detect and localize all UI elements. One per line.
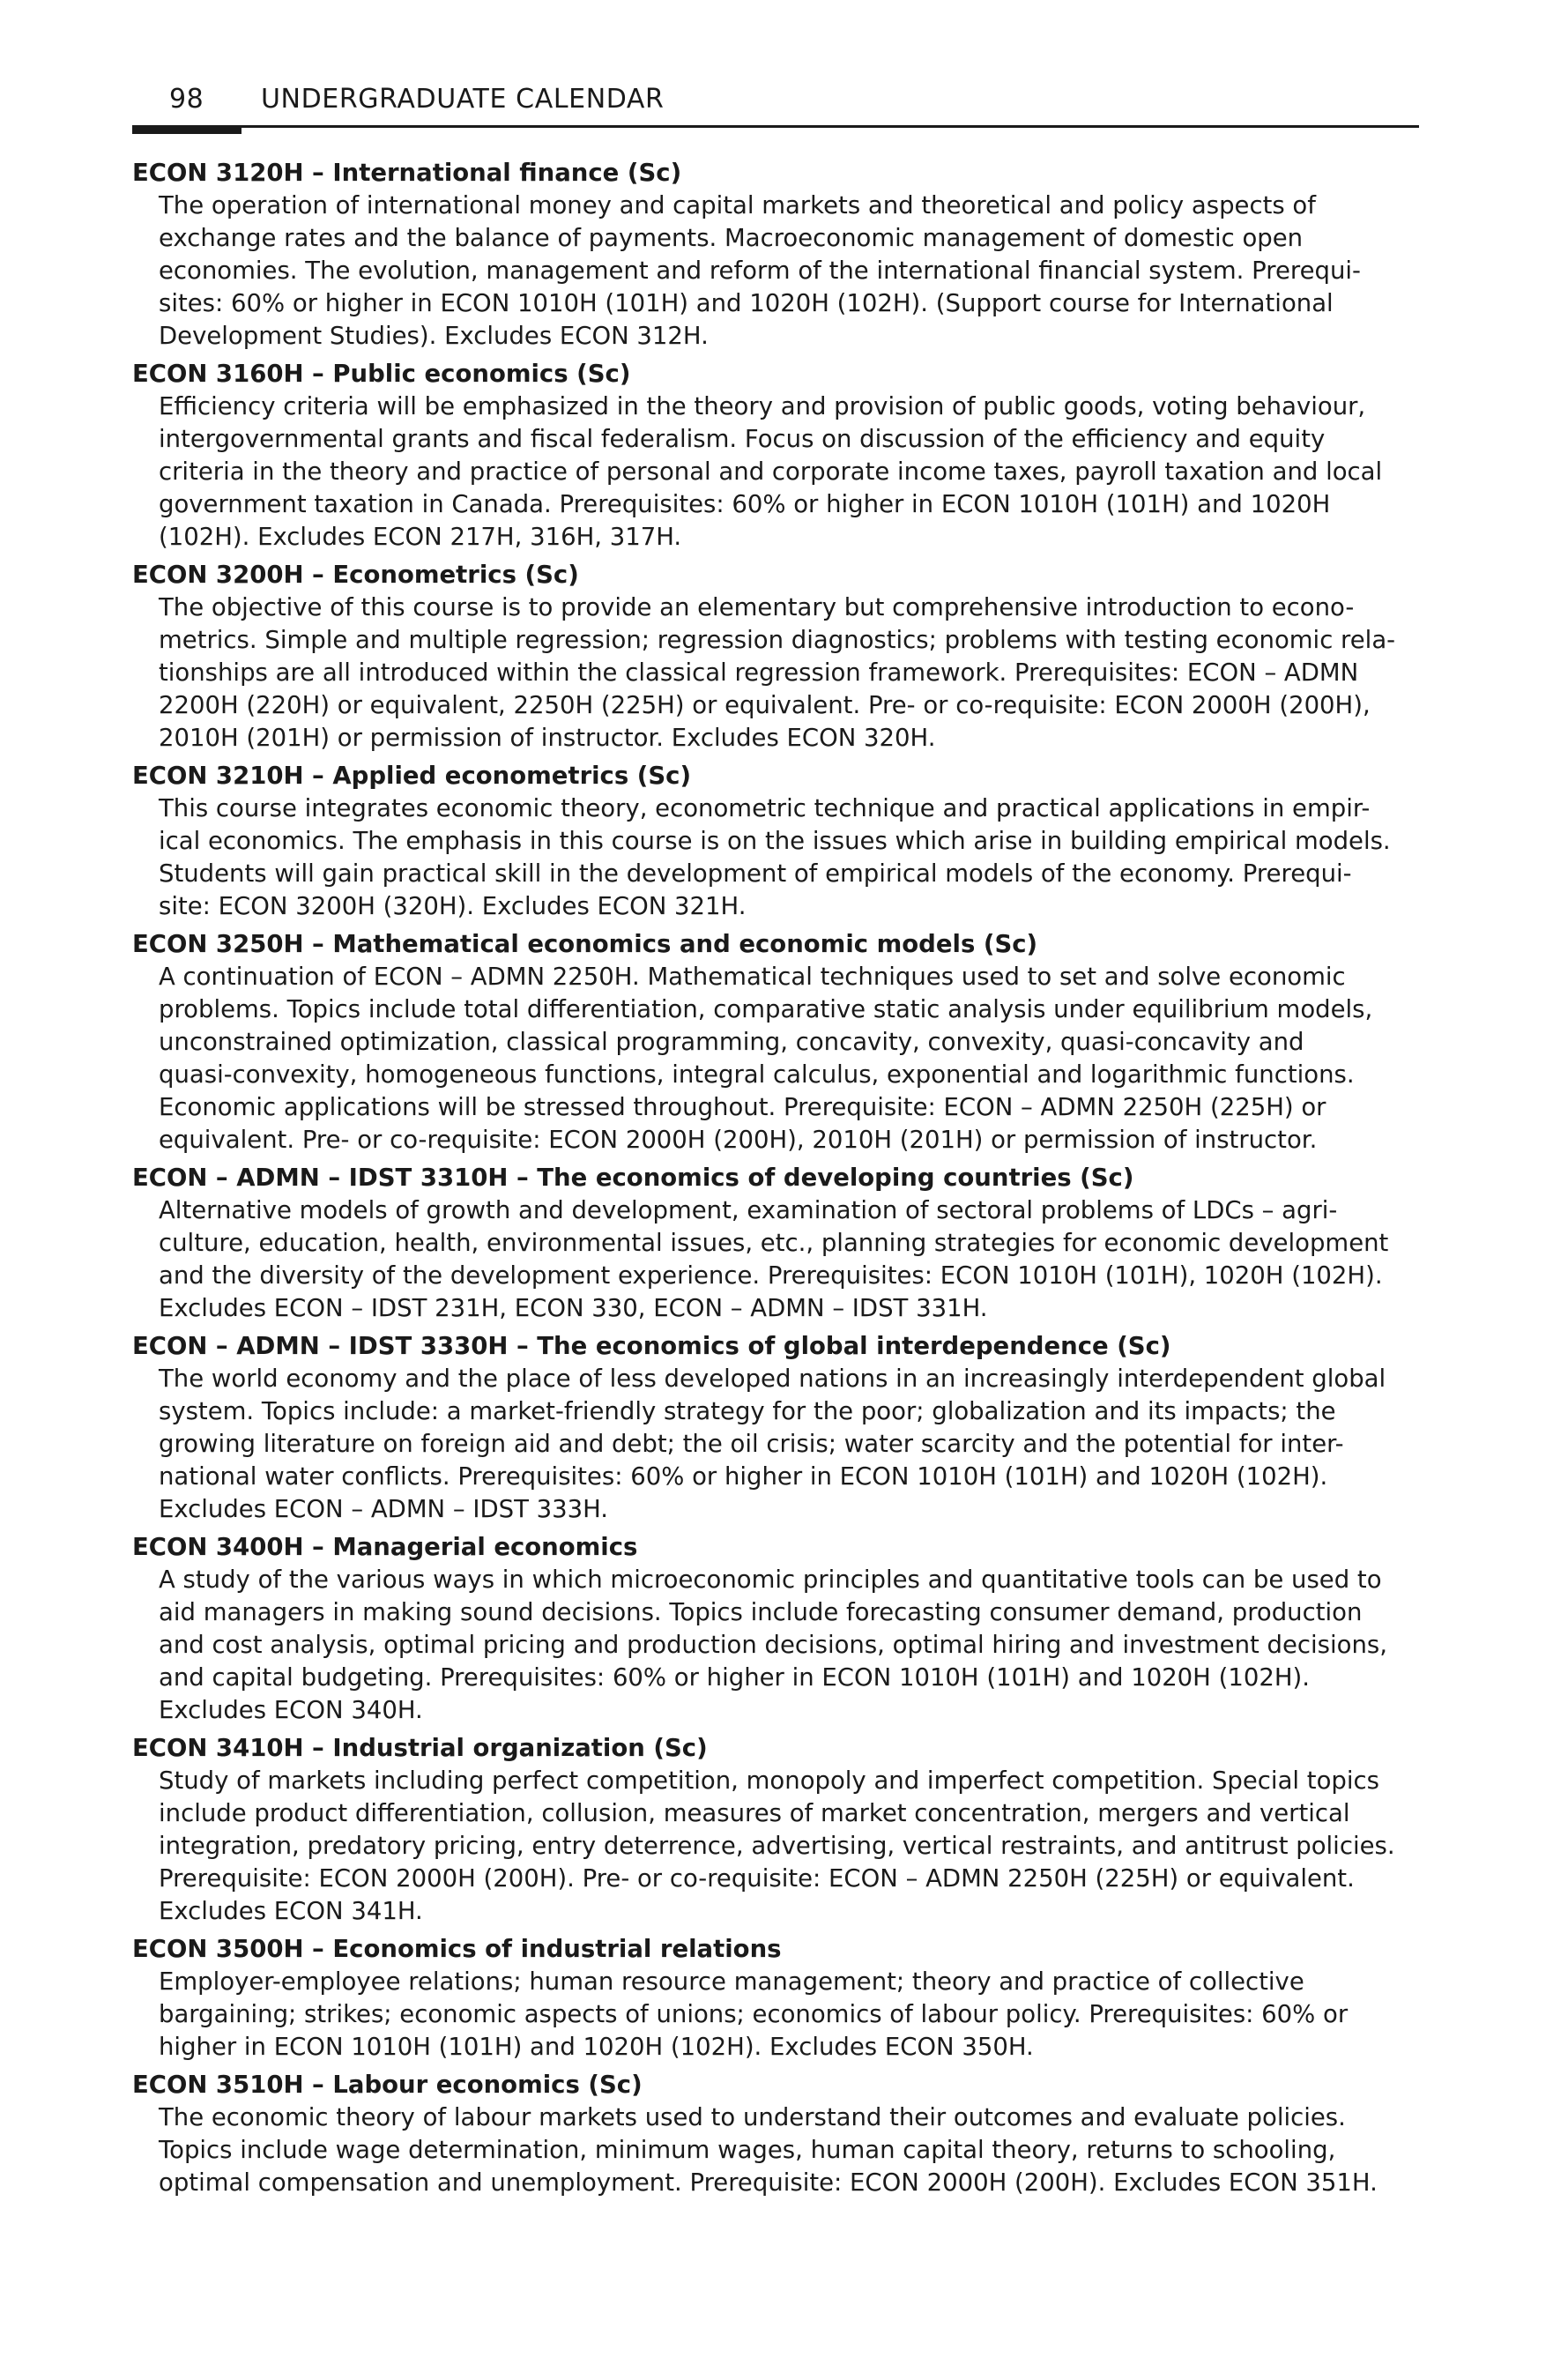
header-tab-bar <box>132 125 241 134</box>
page-header <box>132 81 1419 134</box>
header-rule <box>132 125 1419 128</box>
page-number: 98 <box>169 84 204 115</box>
course-title: ECON 3510H – Labour economics (Sc) <box>132 2071 643 2099</box>
course-description-line: culture, education, health, environmental issues, etc., planning strategies for economic development <box>159 1229 1389 1257</box>
course-description-line: The economic theory of labour markets used to understand their outcomes and evaluate policies. <box>159 2103 1346 2131</box>
course-description-line: This course integrates economic theory, econometric technique and practical applications in empir- <box>159 794 1371 822</box>
course-title: ECON 3200H – Econometrics (Sc) <box>132 561 579 589</box>
course-description-line: Alternative models of growth and development, examination of sectoral problems of LDCs – agri- <box>159 1196 1338 1224</box>
course-description-line: metrics. Simple and multiple regression; regression diagnostics; problems with testing economic rela- <box>159 626 1396 654</box>
course-entry <box>132 2069 1421 2199</box>
course-description-line: (102H). Excludes ECON 217H, 316H, 317H. <box>159 523 682 551</box>
course-description <box>132 1363 1421 1526</box>
course-description-line: 2200H (220H) or equivalent, 2250H (225H) or equivalent. Pre- or co-requisite: ECON 2000H (200H), <box>159 691 1371 719</box>
course-description-line: The objective of this course is to provide an elementary but comprehensive introduction to econo- <box>159 593 1355 621</box>
course-description <box>132 792 1421 923</box>
course-description-line: Excludes ECON – IDST 231H, ECON 330, ECON – ADMN – IDST 331H. <box>159 1294 988 1322</box>
course-entry <box>132 1531 1421 1727</box>
course-description <box>132 591 1421 755</box>
course-description-line: tionships are all introduced within the classical regression framework. Prerequisites: ECON – ADMN <box>159 658 1359 687</box>
course-entry <box>132 1933 1421 2064</box>
course-description <box>132 190 1421 353</box>
course-description-line: bargaining; strikes; economic aspects of unions; economics of labour policy. Prerequisites: 60% or <box>159 2000 1349 2028</box>
course-description-line: and capital budgeting. Prerequisites: 60% or higher in ECON 1010H (101H) and 1020H (102H). <box>159 1663 1310 1692</box>
course-description <box>132 2101 1421 2199</box>
course-description-line: A study of the various ways in which microeconomic principles and quantitative tools can be used to <box>159 1566 1382 1594</box>
course-description-line: economies. The evolution, management and reform of the international financial system. Prerequi- <box>159 257 1361 285</box>
course-description-line: Excludes ECON 340H. <box>159 1696 423 1724</box>
running-title: UNDERGRADUATE CALENDAR <box>261 84 665 115</box>
course-description <box>132 1194 1421 1325</box>
course-description-line: government taxation in Canada. Prerequisites: 60% or higher in ECON 1010H (101H) and 1020H <box>159 490 1331 518</box>
course-description <box>132 390 1421 554</box>
course-description-line: exchange rates and the balance of payments. Macroeconomic management of domestic open <box>159 224 1304 252</box>
course-title: ECON 3500H – Economics of industrial relations <box>132 1935 782 1963</box>
course-description-line: sites: 60% or higher in ECON 1010H (101H) and 1020H (102H). (Support course for International <box>159 289 1334 317</box>
course-description-line: A continuation of ECON – ADMN 2250H. Mathematical techniques used to set and solve economic <box>159 963 1346 991</box>
course-description-line: Excludes ECON 341H. <box>159 1897 423 1925</box>
course-title: ECON 3210H – Applied econometrics (Sc) <box>132 762 692 790</box>
course-description <box>132 1765 1421 1928</box>
course-description-line: equivalent. Pre- or co-requisite: ECON 2000H (200H), 2010H (201H) or permission of instructor. <box>159 1126 1318 1154</box>
course-description-line: Development Studies). Excludes ECON 312H. <box>159 322 709 350</box>
course-title: ECON – ADMN – IDST 3330H – The economics of global interdependence (Sc) <box>132 1332 1171 1360</box>
course-description-line: optimal compensation and unemployment. Prerequisite: ECON 2000H (200H). Excludes ECON 351H. <box>159 2168 1378 2197</box>
course-description-line: Topics include wage determination, minimum wages, human capital theory, returns to schooling, <box>159 2136 1336 2164</box>
course-description-line: Prerequisite: ECON 2000H (200H). Pre- or co-requisite: ECON – ADMN 2250H (225H) or equivalent. <box>159 1864 1355 1893</box>
course-description-line: system. Topics include: a market-friendly strategy for the poor; globalization and its impacts; the <box>159 1397 1336 1425</box>
course-description-line: Efficiency criteria will be emphasized in the theory and provision of public goods, voting behaviour, <box>159 392 1366 420</box>
course-description-line: Economic applications will be stressed throughout. Prerequisite: ECON – ADMN 2250H (225H) or <box>159 1093 1326 1121</box>
course-entry <box>132 1330 1421 1526</box>
course-description-line: growing literature on foreign aid and debt; the oil crisis; water scarcity and the potential for inter- <box>159 1430 1344 1458</box>
course-description-line: site: ECON 3200H (320H). Excludes ECON 321H. <box>159 892 747 920</box>
course-entry <box>132 358 1421 554</box>
course-description-line: intergovernmental grants and fiscal federalism. Focus on discussion of the efficiency and equity <box>159 425 1326 453</box>
course-description-line: aid managers in making sound decisions. Topics include forecasting consumer demand, production <box>159 1598 1363 1626</box>
course-description-line: Excludes ECON – ADMN – IDST 333H. <box>159 1495 609 1523</box>
course-title: ECON 3400H – Managerial economics <box>132 1533 638 1561</box>
course-title: ECON – ADMN – IDST 3310H – The economics of developing countries (Sc) <box>132 1164 1134 1192</box>
course-description-line: quasi-convexity, homogeneous functions, integral calculus, exponential and logarithmic functions. <box>159 1060 1355 1089</box>
course-description-line: and the diversity of the development experience. Prerequisites: ECON 1010H (101H), 1020H (102H). <box>159 1261 1383 1290</box>
course-description-line: 2010H (201H) or permission of instructor. Excludes ECON 320H. <box>159 724 936 752</box>
course-entry <box>132 760 1421 923</box>
course-description-line: The world economy and the place of less developed nations in an increasingly interdependent global <box>159 1365 1386 1393</box>
course-title: ECON 3120H – International finance (Sc) <box>132 159 682 187</box>
course-description-line: integration, predatory pricing, entry deterrence, advertising, vertical restraints, and antitrust policies. <box>159 1832 1395 1860</box>
course-description-line: ical economics. The emphasis in this course is on the issues which arise in building empirical models. <box>159 827 1391 855</box>
course-entry <box>132 928 1421 1157</box>
course-description-line: higher in ECON 1010H (101H) and 1020H (102H). Excludes ECON 350H. <box>159 2033 1034 2061</box>
course-description-line: national water conflicts. Prerequisites: 60% or higher in ECON 1010H (101H) and 1020H (102H). <box>159 1462 1328 1491</box>
course-entry <box>132 157 1421 353</box>
course-description-line: Study of markets including perfect competition, monopoly and imperfect competition. Special topics <box>159 1766 1379 1795</box>
course-title: ECON 3160H – Public economics (Sc) <box>132 360 631 388</box>
course-description-line: Employer-employee relations; human resource management; theory and practice of collective <box>159 1967 1304 1996</box>
course-description <box>132 1564 1421 1727</box>
course-description <box>132 1966 1421 2064</box>
course-title: ECON 3410H – Industrial organization (Sc) <box>132 1734 708 1762</box>
course-list <box>132 157 1421 2205</box>
course-description-line: include product differentiation, collusion, measures of market concentration, mergers and vertical <box>159 1799 1350 1827</box>
course-entry <box>132 1732 1421 1928</box>
course-entry <box>132 559 1421 755</box>
course-description-line: and cost analysis, optimal pricing and production decisions, optimal hiring and investment decisions, <box>159 1631 1387 1659</box>
course-description-line: unconstrained optimization, classical programming, concavity, convexity, quasi-concavity and <box>159 1028 1304 1056</box>
course-description-line: problems. Topics include total differentiation, comparative static analysis under equilibrium models, <box>159 995 1373 1023</box>
course-title: ECON 3250H – Mathematical economics and economic models (Sc) <box>132 930 1038 958</box>
course-description <box>132 961 1421 1157</box>
course-entry <box>132 1162 1421 1325</box>
course-description-line: criteria in the theory and practice of personal and corporate income taxes, payroll taxation and local <box>159 457 1383 486</box>
course-description-line: Students will gain practical skill in the development of empirical models of the economy. Prerequi- <box>159 859 1352 888</box>
course-description-line: The operation of international money and capital markets and theoretical and policy aspects of <box>159 191 1316 219</box>
